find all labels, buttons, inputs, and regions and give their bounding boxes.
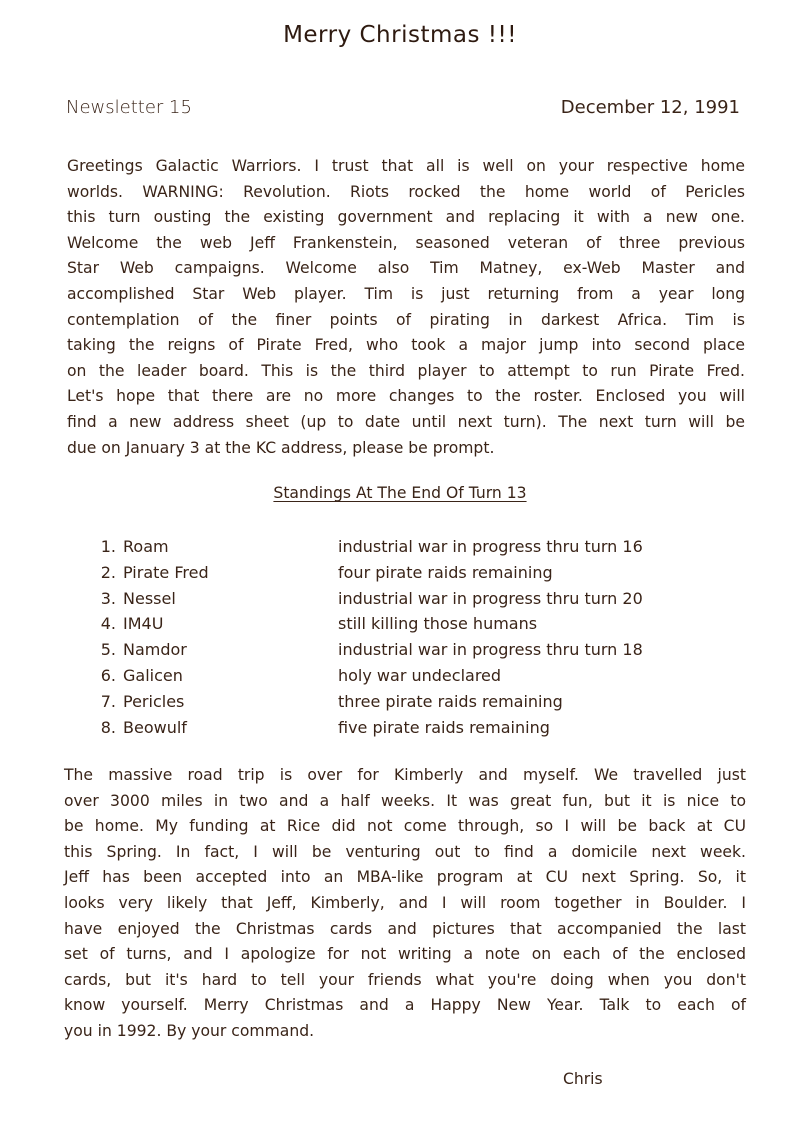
intro-line: contemplation of the finer points of pirating in darkest Africa. Tim is [67, 310, 745, 329]
intro-line: taking the reigns of Pirate Fred, who took a major jump into second place [67, 336, 745, 355]
closing-line: over 3000 miles in two and a half weeks. It was great fun, but it is nice to [64, 791, 746, 810]
page-title: Merry Christmas !!! [283, 22, 517, 48]
intro-line: this turn ousting the existing government and replacing it with a new one. [67, 208, 745, 227]
standing-row [94, 560, 714, 586]
standing-rank: 6. [100, 665, 116, 685]
standing-row [94, 637, 714, 663]
closing-line: be home. My funding at Rice did not come through, so I will be back at CU [64, 817, 746, 836]
standing-row [94, 611, 714, 637]
standing-name: Beowulf [123, 717, 187, 737]
standing-rank: 4. [100, 614, 116, 634]
standings-heading: Standings At The End Of Turn 13 [273, 484, 527, 502]
standing-rank: 8. [100, 717, 116, 737]
closing-line: know yourself. Merry Christmas and a Happy New Year. Talk to each of [64, 996, 746, 1015]
intro-line: Welcome the web Jeff Frankenstein, seasoned veteran of three previous [67, 233, 745, 252]
standing-status: industrial war in progress thru turn 18 [338, 640, 643, 660]
standing-status: industrial war in progress thru turn 20 [338, 588, 643, 608]
standing-status: industrial war in progress thru turn 16 [338, 537, 643, 556]
standing-status: four pirate raids remaining [338, 562, 553, 582]
intro-line: Let's hope that there are no more changes to the roster. Enclosed you will [67, 387, 745, 406]
intro-line: on the leader board. This is the third player to attempt to run Pirate Fred. [67, 361, 745, 380]
intro-line: accomplished Star Web player. Tim is just returning from a year long [67, 284, 745, 303]
standing-row [94, 586, 714, 612]
closing-line: set of turns, and I apologize for not writing a note on each of the enclosed [64, 945, 746, 964]
closing-line: have enjoyed the Christmas cards and pictures that accompanied the last [64, 919, 746, 938]
standing-name: Roam [123, 537, 169, 556]
closing-line: Jeff has been accepted into an MBA-like program at CU next Spring. So, it [64, 868, 746, 887]
intro-line: Star Web campaigns. Welcome also Tim Matney, ex-Web Master and [67, 259, 745, 278]
standing-row [94, 715, 714, 741]
closing-line: cards, but it's hard to tell your friends what you're doing when you don't [64, 970, 746, 989]
standing-name: Pericles [123, 691, 185, 711]
standing-rank: 1. [100, 537, 116, 556]
newsletter-number: Newsletter 15 [66, 97, 192, 118]
signature: Chris [563, 1070, 603, 1088]
intro-line: find a new address sheet (up to date until next turn). The next turn will be [67, 412, 745, 431]
closing-line: The massive road trip is over for Kimberly and myself. We travelled just [64, 766, 746, 784]
standing-row [94, 663, 714, 689]
standing-row [94, 689, 714, 715]
standing-name: Nessel [123, 588, 176, 608]
standing-name: Galicen [123, 665, 183, 685]
standing-name: Namdor [123, 640, 187, 660]
standing-status: five pirate raids remaining [338, 717, 550, 737]
intro-line: due on January 3 at the KC address, please be prompt. [67, 438, 495, 457]
intro-line: worlds. WARNING: Revolution. Riots rocked the home world of Pericles [67, 182, 745, 201]
closing-line: this Spring. In fact, I will be venturing out to find a domicile next week. [64, 842, 746, 861]
intro-line: Greetings Galactic Warriors. I trust that all is well on your respective home [67, 157, 745, 175]
standing-status: three pirate raids remaining [338, 691, 563, 711]
standing-rank: 3. [100, 588, 116, 608]
standing-rank: 5. [100, 640, 116, 660]
closing-line: looks very likely that Jeff, Kimberly, and I will room together in Boulder. I [64, 893, 746, 912]
standing-name: Pirate Fred [123, 562, 209, 582]
intro-paragraph [67, 154, 745, 461]
closing-line: you in 1992. By your command. [64, 1021, 315, 1040]
standing-rank: 7. [100, 691, 116, 711]
standing-row [94, 534, 714, 560]
standing-status: still killing those humans [338, 614, 538, 634]
standing-status: holy war undeclared [338, 665, 502, 685]
newsletter-date: December 12, 1991 [560, 97, 740, 118]
closing-paragraph [64, 763, 746, 1045]
standing-rank: 2. [100, 562, 116, 582]
standings-list [94, 534, 714, 740]
standing-name: IM4U [123, 614, 164, 634]
